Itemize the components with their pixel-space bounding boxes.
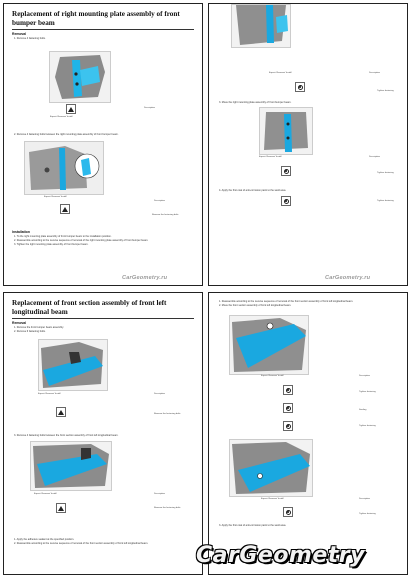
- page-watermark: CarGeometry.ru: [325, 275, 371, 281]
- figure-caption: Description: [359, 498, 370, 500]
- document-page-4: [208, 292, 408, 575]
- figure-caption: Remove the fastening bolts: [152, 214, 179, 216]
- longitudinal-beam-figure: [30, 441, 112, 491]
- remove-bolt-icon: [56, 407, 66, 417]
- sealing-icon: [281, 196, 291, 206]
- figure-caption: Remove the fastening bolts: [154, 507, 181, 509]
- page-title: Replacement of front section assembly of front left longitudinal beam: [12, 299, 167, 316]
- sealing-icon: [283, 403, 293, 413]
- figure-caption: Tighten fastening: [359, 425, 376, 427]
- instruction-step: 3. Remove 4 fastening bolts between the front section assembly of front left longitudinal beam.: [14, 434, 119, 437]
- figure-caption: Description: [154, 200, 165, 202]
- instruction-step: 2. Reassemble according to the reverse sequence of removal of the right mounting plate assembly of front bumper beam.: [14, 239, 149, 243]
- section-heading-removal: Removal: [12, 321, 27, 326]
- figure-caption: Description: [154, 493, 165, 495]
- tighten-bolt-icon: [281, 166, 291, 176]
- figure-caption: Tighten fastening: [359, 391, 376, 393]
- figure-caption: Sealing: [359, 409, 367, 411]
- instruction-step: 1. Remove 4 fastening bolts.: [14, 37, 46, 41]
- figure-caption: Description: [369, 72, 380, 74]
- figure-caption: Expert: Remove/ Install: [38, 393, 61, 395]
- figure-caption: Expert: Remove/ Install: [261, 375, 284, 377]
- figure-caption: Expert: Remove/ Install: [34, 493, 57, 495]
- instruction-step: 1. Apply the adhesive sealant at the specified position.: [14, 538, 75, 541]
- bumper-plate-figure: [259, 107, 313, 155]
- instruction-step: 4. Apply the first coat of anti-corrosion paint to the weld area.: [219, 189, 287, 192]
- instruction-step: 2. Move the front section assembly of front left longitudinal beam.: [219, 304, 292, 308]
- tighten-bolt-icon: [60, 204, 70, 214]
- instruction-step: 3. Tighten the right mounting plate assembly of front bumper beam.: [14, 243, 89, 247]
- figure-caption: Tighten fastening: [377, 200, 394, 202]
- document-page-3: [3, 292, 203, 575]
- figure-caption: Description: [359, 375, 370, 377]
- page-watermark: CarGeometry.ru: [122, 275, 168, 281]
- document-page-1: [3, 3, 203, 286]
- instruction-step: 1. Remove the front bumper beam assembly.: [14, 326, 64, 330]
- figure-caption: Description: [144, 107, 155, 109]
- page-title: Replacement of right mounting plate assembly of front bumper beam: [12, 10, 180, 27]
- figure-caption: Description: [154, 393, 165, 395]
- longitudinal-beam-figure: [38, 339, 108, 391]
- figure-caption: Tighten fastening: [377, 172, 394, 174]
- remove-bolt-icon: [66, 104, 76, 114]
- figure-caption: Tighten fastening: [377, 90, 394, 92]
- figure-caption: Description: [369, 156, 380, 158]
- document-page-2: [208, 3, 408, 286]
- tighten-bolt-icon: [283, 385, 293, 395]
- instruction-step: 1. Reassemble according to the reverse sequence of removal of the front section assembly of front left longitudinal beam.: [219, 300, 354, 303]
- bumper-plate-figure: [49, 51, 111, 103]
- section-heading-installation: Installation: [12, 230, 30, 234]
- instruction-step: 2. Remove 4 fastening bolts between the right mounting plate assembly of front bumper beam.: [14, 133, 119, 136]
- figure-caption: Expert: Remove/ Install: [269, 72, 292, 74]
- section-heading-removal: Removal: [12, 32, 27, 37]
- longitudinal-beam-figure: [229, 315, 309, 375]
- figure-caption: Expert: Remove/ Install: [50, 116, 73, 118]
- tighten-bolt-icon: [283, 421, 293, 431]
- figure-caption: Tighten fastening: [359, 513, 376, 515]
- instruction-step: 2. Reassemble according to the reverse sequence of removal of the front section assembly of front left longitudinal beam.: [14, 542, 149, 546]
- figure-caption: Expert: Remove/ Install: [44, 196, 67, 198]
- tighten-bolt-icon: [295, 82, 305, 92]
- instruction-step: 3. Move the right mounting plate assembly of front bumper beam.: [219, 101, 292, 104]
- bumper-plate-figure: [231, 4, 291, 48]
- site-watermark: CarGeometry: [196, 543, 365, 568]
- instruction-step: 1. To the right mounting plate assembly of front bumper beam to the installation position.: [14, 235, 112, 238]
- remove-bolt-icon: [56, 503, 66, 513]
- instruction-step: 2. Remove 6 fastening bolts.: [14, 330, 46, 334]
- figure-caption: Expert: Remove/ Install: [259, 156, 282, 158]
- tighten-bolt-icon: [283, 507, 293, 517]
- longitudinal-beam-figure: [229, 439, 313, 497]
- instruction-step: 3. Apply the first coat of anti-corrosion paint to the weld area.: [219, 524, 287, 527]
- figure-caption: Expert: Remove/ Install: [261, 498, 284, 500]
- title-rule: [12, 29, 194, 30]
- title-rule: [12, 318, 194, 319]
- bumper-plate-figure: [24, 141, 104, 195]
- figure-caption: Remove the fastening bolts: [154, 413, 181, 415]
